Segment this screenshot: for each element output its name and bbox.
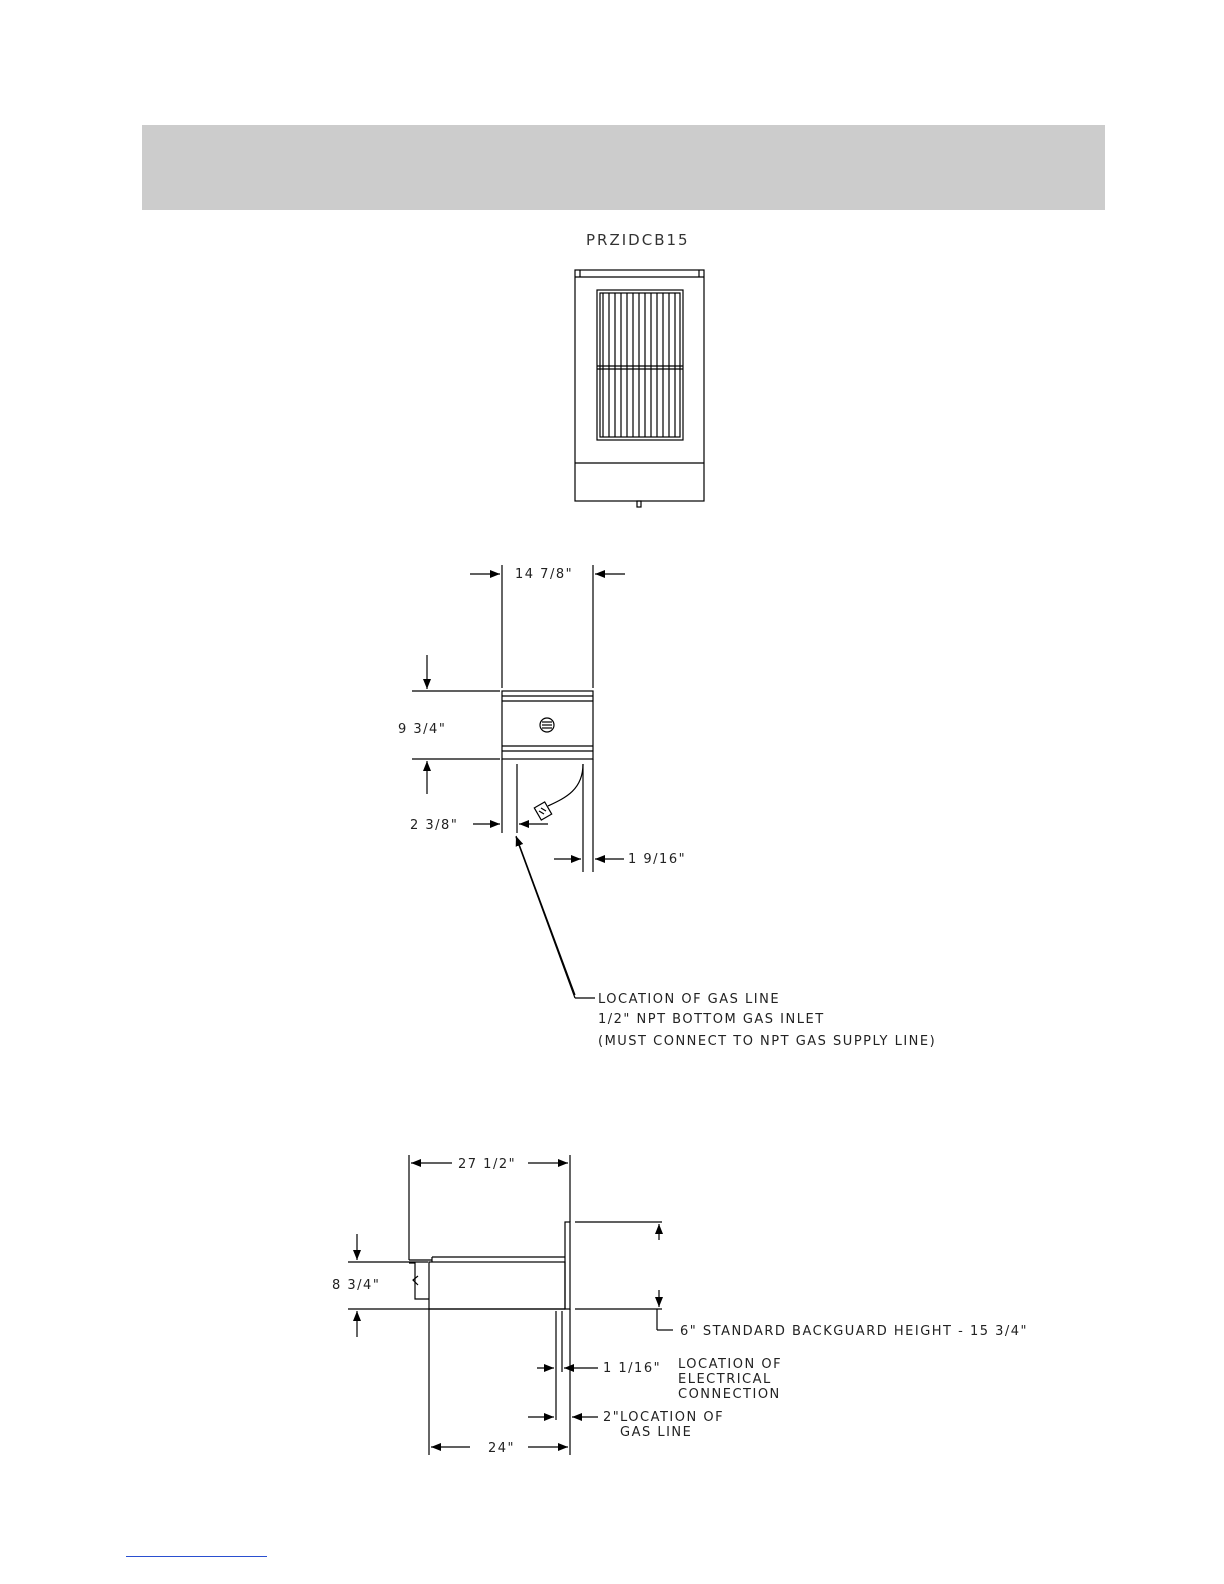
gas-note-line-2: 1/2" NPT BOTTOM GAS INLET bbox=[598, 1012, 825, 1027]
electrical-note-line-3: CONNECTION bbox=[678, 1387, 781, 1402]
electrical-note-line-2: ELECTRICAL bbox=[678, 1372, 772, 1387]
front-height-dim: 9 3/4" bbox=[398, 722, 447, 737]
front-left-offset-dim: 2 3/8" bbox=[410, 818, 459, 833]
front-dimensions bbox=[427, 574, 625, 995]
footer-link-underline[interactable] bbox=[126, 1556, 267, 1557]
model-label: PRZIDCB15 bbox=[586, 231, 690, 249]
gas-note-line-3: (MUST CONNECT TO NPT GAS SUPPLY LINE) bbox=[598, 1034, 937, 1049]
gas-dim: 2" bbox=[603, 1410, 621, 1425]
side-height-dim: 8 3/4" bbox=[332, 1278, 381, 1293]
grill-grate bbox=[603, 293, 675, 437]
top-view bbox=[575, 270, 704, 507]
side-gas-note-line-2: GAS LINE bbox=[620, 1425, 693, 1440]
side-gas-note-line-1: LOCATION OF bbox=[620, 1410, 725, 1425]
electrical-note-line-1: LOCATION OF bbox=[678, 1357, 783, 1372]
side-depth-dim: 27 1/2" bbox=[458, 1157, 517, 1172]
front-width-dim: 14 7/8" bbox=[515, 567, 574, 582]
front-right-offset-dim: 1 9/16" bbox=[628, 852, 687, 867]
base-depth-dim: 24" bbox=[488, 1441, 516, 1456]
side-dimensions bbox=[357, 1163, 662, 1447]
gas-note-line-1: LOCATION OF GAS LINE bbox=[598, 992, 781, 1007]
electrical-dim: 1 1/16" bbox=[603, 1361, 662, 1376]
front-view bbox=[412, 565, 595, 998]
backguard-note: 6" STANDARD BACKGUARD HEIGHT - 15 3/4" bbox=[680, 1324, 1029, 1339]
